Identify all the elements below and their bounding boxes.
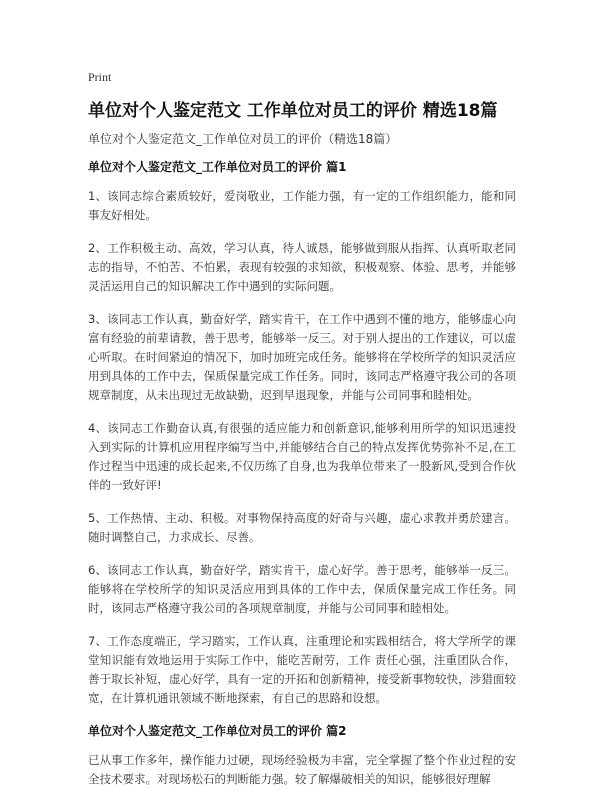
article-body	[88, 158, 516, 803]
section-heading-1: 单位对个人鉴定范文_工作单位对员工的评价 篇1	[88, 160, 347, 174]
paragraph: 3、该同志工作认真，勤奋好学，踏实肯干，在工作中遇到不懂的地方，能够虚心向富有经验的前辈请教，善于思考，能够举一反三。对于别人提出的工作建议，可以虚心听取。在时间紧迫的情况下，加时加班完成任务。能够将在学校所学的知识灵活应用到具体的工作中去，保质保量完成工作任务。同时，该同志严格遵守我公司的各项规章制度，从未出现过无故缺勤，迟到早退现象，并能与公司同事和睦相处。	[88, 312, 516, 402]
paragraph: 5、工作热情、主动、积极。对事物保持高度的好奇与兴趣，虚心求教并勇於建言。随时调整自己，力求成长、尽善。	[88, 511, 516, 544]
paragraph: 7、工作态度端正，学习踏实，工作认真，注重理论和实践相结合，将大学所学的课堂知识能有效地运用于实际工作中，能吃苦耐劳，工作 责任心强，注重团队合作，善于取长补短，虚心好学，具有一定的开拓和创新精神，接受新事物较快，涉猎面较宽，在计算机通讯领域不断地探索，有自己的思路和设想。	[88, 634, 516, 705]
print-label[interactable]: Print	[88, 70, 112, 84]
paragraph: 6、该同志工作认真，勤奋好学，踏实肯干，虚心好学。善于思考，能够举一反三。能够将在学校所学的知识灵活应用到具体的工作中去，保质保量完成工作任务。同时，该同志严格遵守我公司的各项规章制度，并能与公司同事和睦相处。	[88, 563, 516, 615]
paragraph: 已从事工作多年，操作能力过硬，现场经验极为丰富，完全掌握了整个作业过程的安全技术要求。对现场松石的判断能力强。较了解爆破相关的知识，能够很好理解	[88, 753, 516, 786]
page-title: 单位对个人鉴定范文 工作单位对员工的评价 精选18篇	[88, 101, 498, 121]
paragraph: 2、工作积极主动、高效，学习认真，待人诚恳，能够做到服从指挥、认真听取老同志的指导，不怕苦、不怕累，表现有较强的求知欲，积极观察、体验、思考，并能够灵活运用自己的知识解决工作中遇到的实际问题。	[88, 241, 516, 293]
section-heading-2: 单位对个人鉴定范文_工作单位对员工的评价 篇2	[88, 724, 347, 738]
paragraph: 1、该同志综合素质较好，爱岗敬业，工作能力强，有一定的工作组织能力，能和同事友好相处。	[88, 189, 516, 222]
paragraph: 4、该同志工作勤奋认真,有很强的适应能力和创新意识,能够利用所学的知识迅速投入到实际的计算机应用程序编写当中,并能够结合自己的特点发挥优势弥补不足,在工作过程当中迅速的成长起来,不仅历练了自身,也为我单位带来了一股新风,受到合作伙伴的一致好评!	[88, 421, 516, 492]
page-subtitle: 单位对个人鉴定范文_工作单位对员工的评价（精选18篇）	[88, 132, 398, 146]
